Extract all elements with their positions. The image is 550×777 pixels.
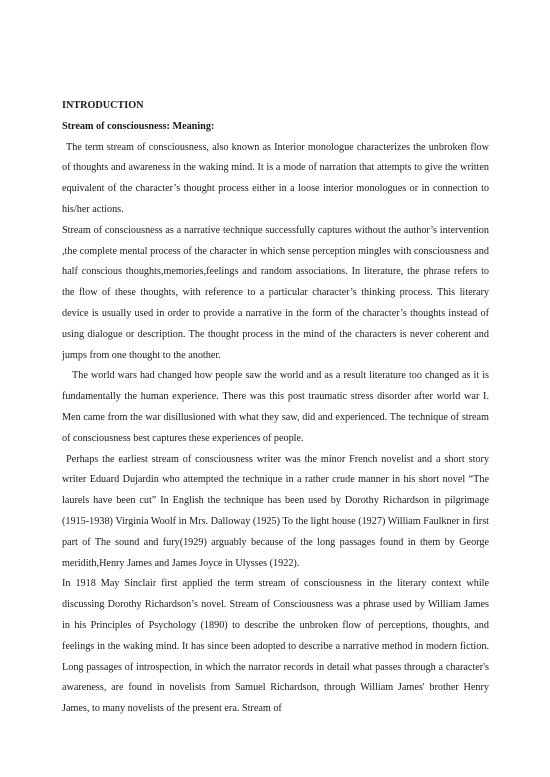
paragraph-definition: The term stream of consciousness, also known as Interior monologue characterizes the unbroken flow of thoughts and awareness in the waking mind. It is a mode of narration that attempts to give the written equivalent of the character’s thought process either in a loose interior monologues or in connection to his/her actions. <box>62 141 489 215</box>
paragraph-world-wars: The world wars had changed how people saw the world and as a result literature too changed as it is fundamentally the human experience. There was this post traumatic stress disorder after world war I. Men came from the war disillusioned with what they saw, did and experienced. The technique of stream of consciousness best captures these experiences of people. <box>62 370 489 444</box>
document-body <box>62 96 489 720</box>
paragraph-term-origin: In 1918 May Sinclair first applied the term stream of consciousness in the literary context while discussing Dorothy Richardson’s novel. Stream of Consciousness was a phrase used by William James in his Principles of Psychology (1890) to describe the unbroken flow of perceptions, thoughts, and feelings in the waking mind. It has since been adopted to describe a narrative method in modern fiction. Long passages of introspection, in which the narrator records in detail what passes through a character's awareness, are found in novelists from Samuel Richardson, through William James' brother Henry James, to many novelists of the present era. Stream of <box>62 578 489 715</box>
section-subheading: Stream of consciousness: Meaning: <box>62 120 215 132</box>
paragraph-narrative-technique: Stream of consciousness as a narrative technique successfully captures without the author’s intervention ,the complete mental process of the character in which sense perception mingles with consciousness and half conscious thoughts,memories,feelings and random associations. In literature, the phrase refers to the flow of these thoughts, with reference to a particular character’s thinking process. This literary device is usually used in order to provide a narrative in the form of the character’s thoughts instead of using dialogue or description. The thought process in the mind of the characters is never coherent and jumps from one thought to the another. <box>62 224 489 361</box>
document-heading: INTRODUCTION <box>62 100 144 111</box>
paragraph-early-writers: Perhaps the earliest stream of consciousness writer was the minor French novelist and a short story writer Eduard Dujardin who attempted the technique in a rather crude manner in his short novel “The laurels have been cut” In English the technique has been used by Dorothy Richardson in pilgrimage (1915-1938) Virginia Woolf in Mrs. Dalloway (1925) To the light house (1927) William Faulkner in first part of The sound and fury(1929) arguably because of the long passages found in them by George meridith,Henry James and James Joyce in Ulysses (1922). <box>62 453 489 569</box>
